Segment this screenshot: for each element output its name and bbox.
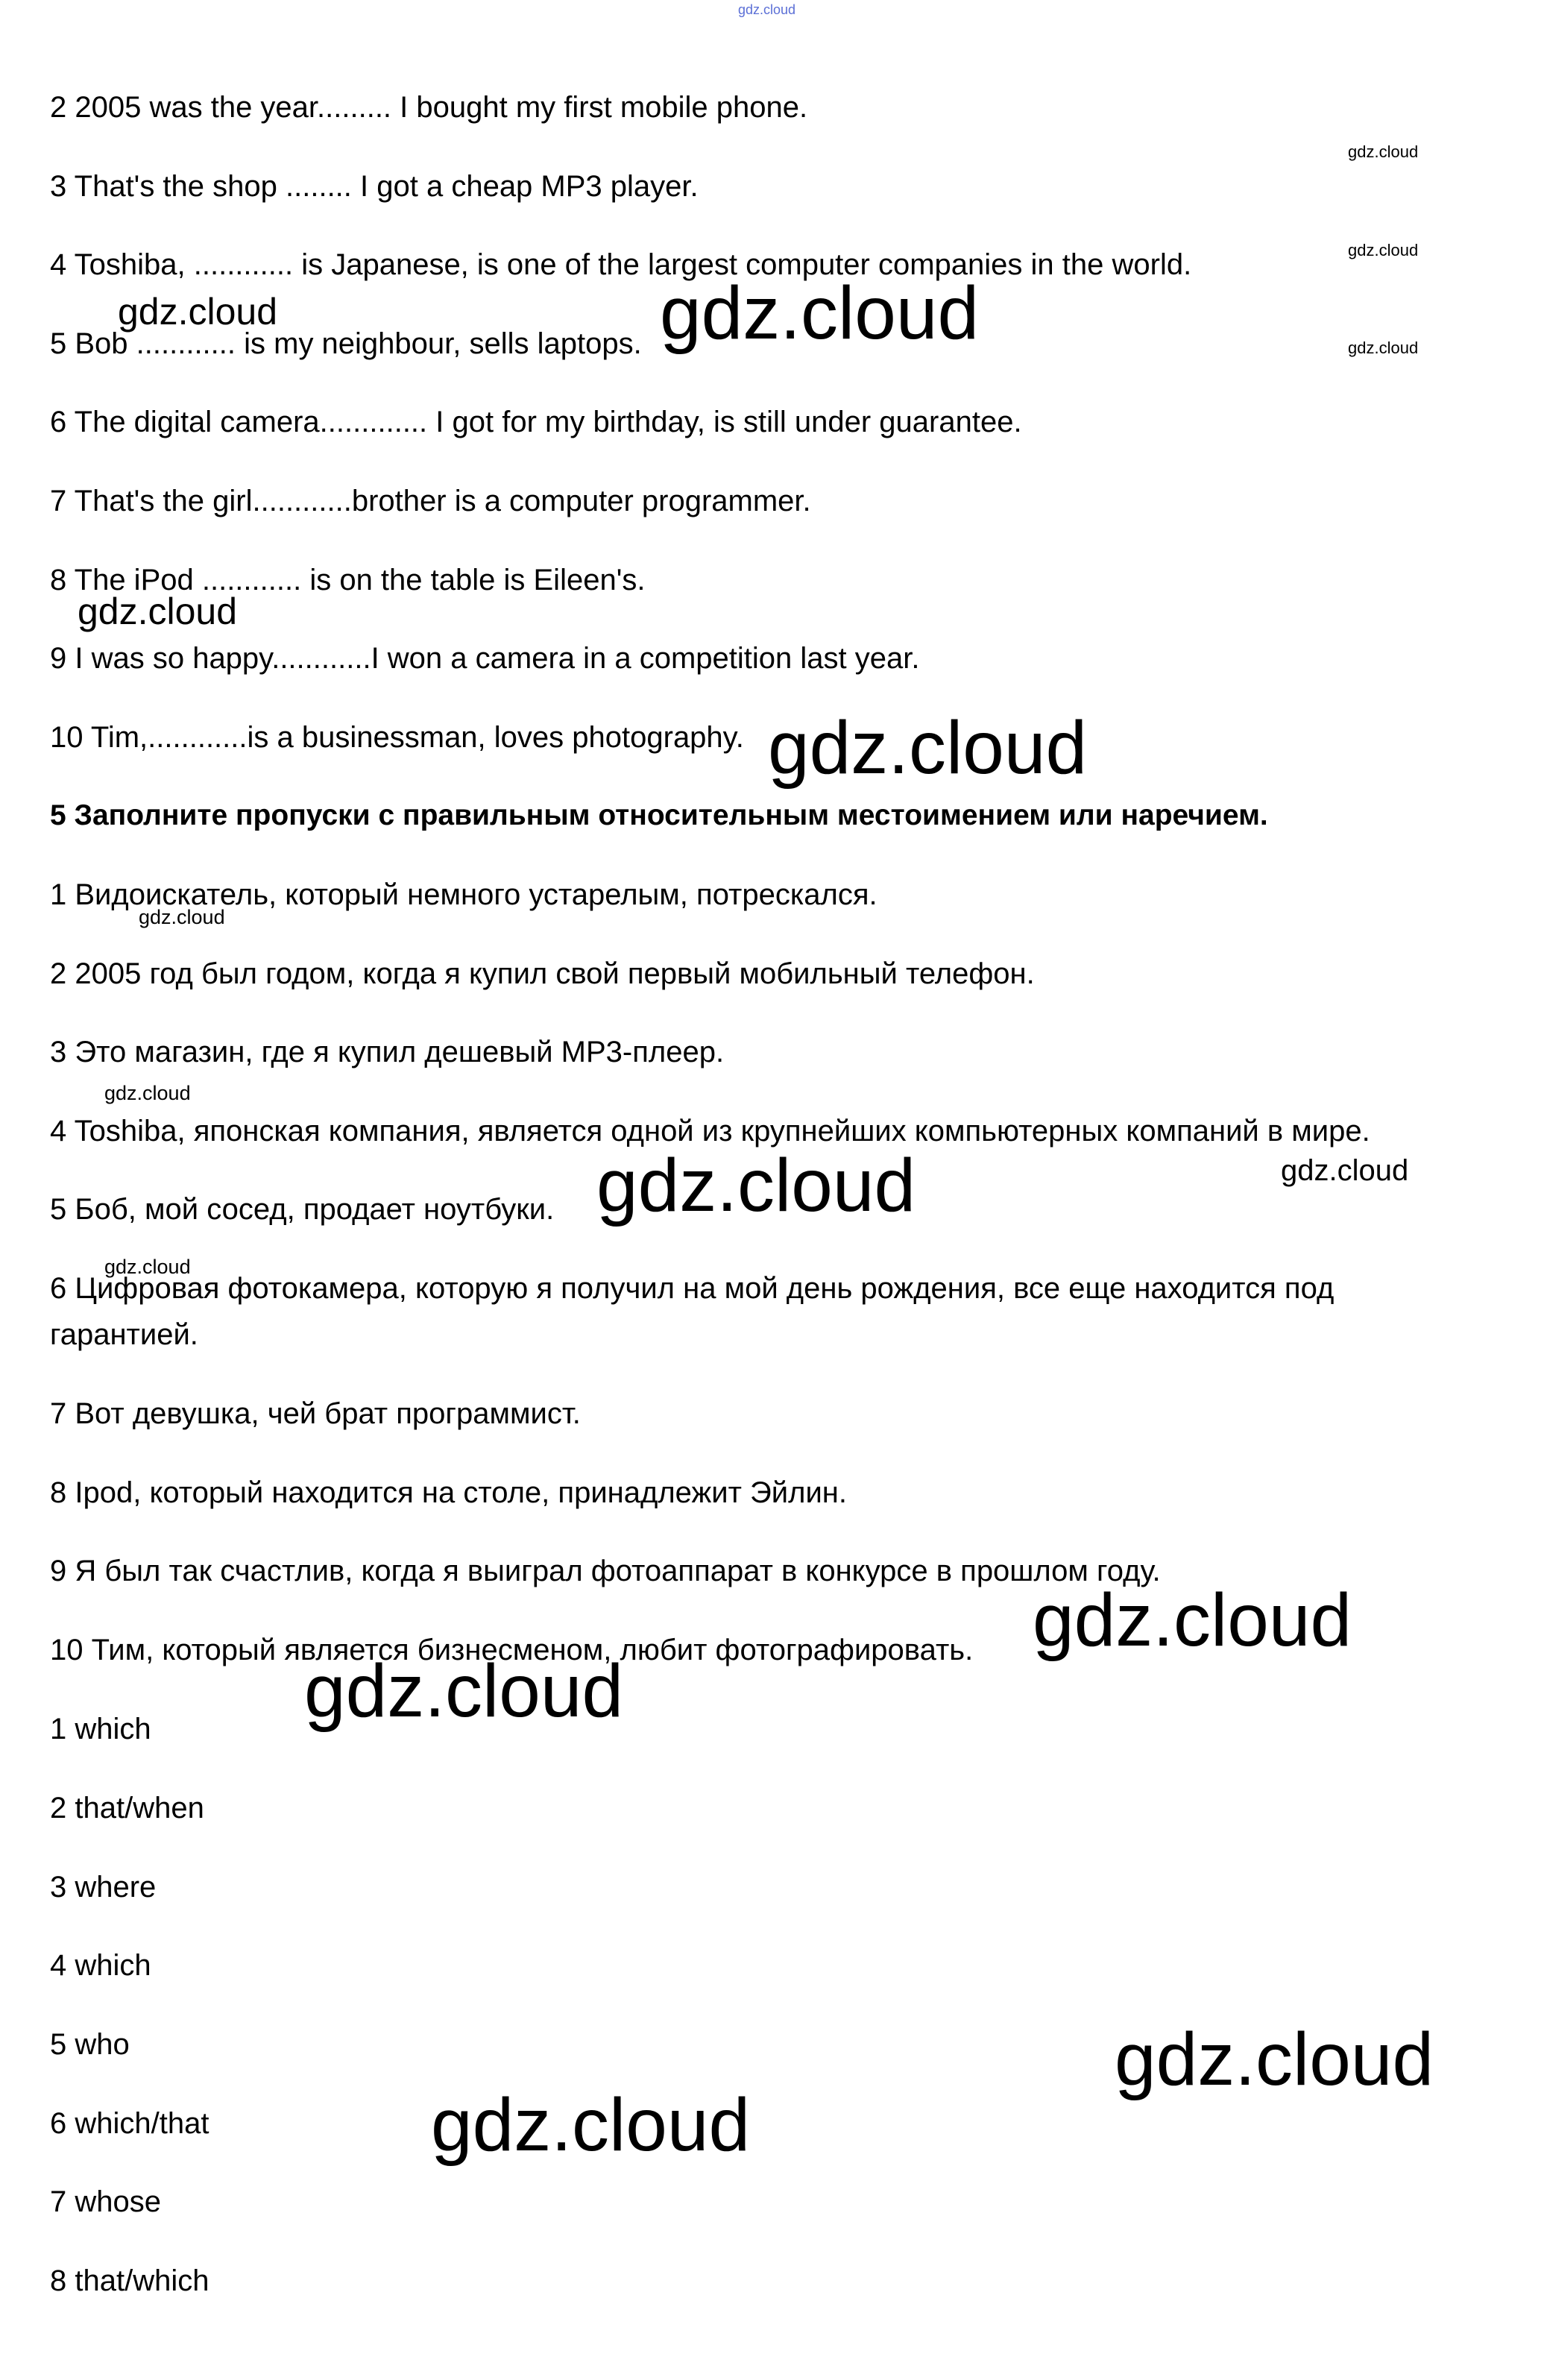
russian-sentence-6: 6 Цифровая фотокамера, которую я получил на мой день рождения, все еще находится под гарантией. [50, 1272, 1335, 1351]
english-sentence-9: 9 I was so happy............I won a camera in a competition last year. [50, 642, 920, 675]
english-sentence-3: 3 That's the shop ........ I got a cheap MP3 player. [50, 170, 699, 203]
answer-5: 5 who [50, 2028, 130, 2061]
english-sentence-10: 10 Tim,............is a businessman, loves photography. [50, 721, 744, 754]
watermark: gdz.cloud [431, 2083, 751, 2167]
answer-4: 4 which [50, 1949, 151, 1982]
russian-sentence-2: 2 2005 год был годом, когда я купил свой первый мобильный телефон. [50, 957, 1035, 990]
answer-8: 8 that/which [50, 2264, 209, 2297]
russian-sentence-1: 1 Видоискатель, который немного устарелым, потрескался. [50, 878, 877, 911]
watermark: gdz.cloud [1033, 1578, 1352, 1662]
answer-3: 3 where [50, 1871, 157, 1904]
russian-sentence-7: 7 Вот девушка, чей брат программист. [50, 1397, 581, 1430]
watermark: gdz.cloud [768, 706, 1088, 790]
answer-2: 2 that/when [50, 1792, 204, 1825]
watermark: gdz.cloud [104, 1256, 191, 1278]
watermark: gdz.cloud [1348, 241, 1419, 259]
russian-sentence-4: 4 Toshiba, японская компания, является одной из крупнейших компьютерных компаний в мире. [50, 1115, 1370, 1148]
answer-6: 6 which/that [50, 2107, 209, 2140]
russian-sentence-10: 10 Тим, который является бизнесменом, любит фотографировать. [50, 1634, 974, 1666]
header-watermark: gdz.cloud [738, 2, 796, 17]
english-sentence-8: 8 The iPod ............ is on the table is Eileen's. [50, 564, 646, 596]
english-sentence-5: 5 Bob ............ is my neighbour, sells laptops. [50, 327, 642, 360]
english-sentence-7: 7 That's the girl............brother is a computer programmer. [50, 485, 811, 517]
watermark: gdz.cloud [78, 591, 238, 632]
watermark: gdz.cloud [660, 271, 980, 355]
watermark: gdz.cloud [1115, 2018, 1434, 2101]
watermark: gdz.cloud [118, 291, 278, 333]
watermark: gdz.cloud [1348, 142, 1419, 161]
watermark: gdz.cloud [104, 1082, 191, 1104]
answer-1: 1 which [50, 1713, 151, 1745]
watermark: gdz.cloud [139, 906, 225, 928]
russian-sentence-9: 9 Я был так счастлив, когда я выиграл фотоаппарат в конкурсе в прошлом году. [50, 1555, 1161, 1587]
watermark: gdz.cloud [1281, 1154, 1409, 1187]
watermark: gdz.cloud [596, 1144, 916, 1227]
task-heading: 5 Заполните пропуски с правильным относительным местоимением или наречием. [50, 799, 1268, 831]
watermark: gdz.cloud [304, 1649, 624, 1733]
russian-sentence-5: 5 Боб, мой сосед, продает ноутбуки. [50, 1193, 555, 1226]
answer-7: 7 whose [50, 2185, 161, 2218]
watermark: gdz.cloud [1348, 339, 1419, 357]
english-sentence-6: 6 The digital camera............. I got for my birthday, is still under guarantee. [50, 406, 1022, 438]
russian-sentence-8: 8 Ipod, который находится на столе, принадлежит Эйлин. [50, 1476, 847, 1509]
english-sentence-4: 4 Toshiba, ............ is Japanese, is one of the largest computer companies in the world. [50, 248, 1192, 281]
russian-sentence-3: 3 Это магазин, где я купил дешевый MP3-плеер. [50, 1036, 725, 1068]
english-sentence-2: 2 2005 was the year......... I bought my first mobile phone. [50, 91, 808, 124]
